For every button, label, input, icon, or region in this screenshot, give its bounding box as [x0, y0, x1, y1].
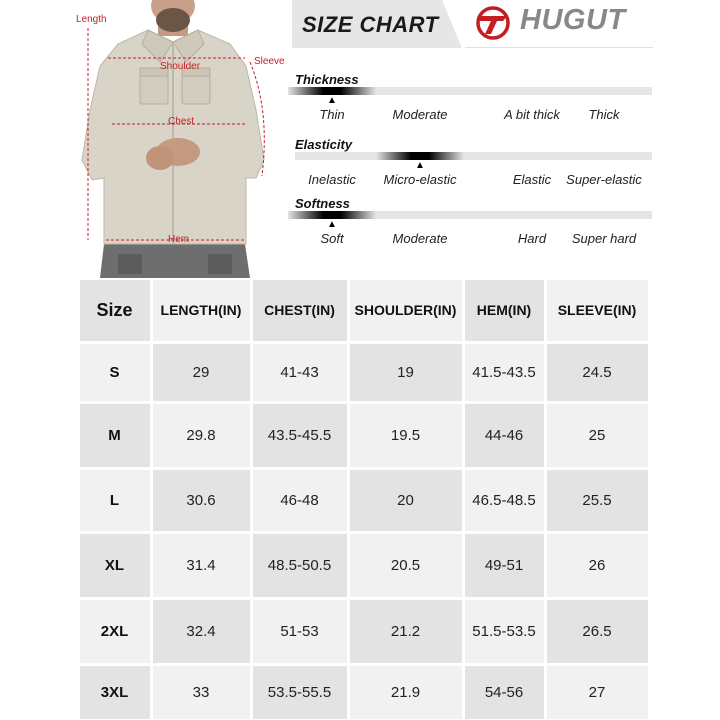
hem-label: Hem [168, 234, 190, 245]
table-cell: 49-51 [465, 534, 544, 597]
property-option: Super hard [571, 231, 637, 246]
table-cell: 27 [547, 666, 648, 719]
size-chart-title: SIZE CHART [302, 12, 439, 37]
table-header-cell: HEM(IN) [465, 280, 544, 341]
property-option: Thick [588, 107, 620, 122]
chest-label: Chest [168, 116, 195, 127]
size-table [78, 278, 649, 720]
shoulder-label: Shoulder [160, 61, 201, 72]
size-label-cell: 3XL [80, 666, 150, 719]
table-cell: 24.5 [547, 344, 648, 401]
table-cell: 26 [547, 534, 648, 597]
size-label-cell: 2XL [80, 600, 150, 663]
property-option: Micro-elastic [383, 172, 457, 187]
table-cell: 33 [153, 666, 250, 719]
property-scale-bar [295, 87, 652, 95]
selected-level-marker [376, 152, 464, 160]
table-cell: 26.5 [547, 600, 648, 663]
length-label: Length [76, 14, 107, 25]
property-option: Moderate [392, 231, 448, 246]
property-scale-bar [295, 152, 652, 160]
table-cell: 46.5-48.5 [465, 470, 544, 531]
property-option: Super-elastic [566, 172, 642, 187]
table-cell: 25 [547, 404, 648, 467]
table-cell: 41.5-43.5 [465, 344, 544, 401]
property-option: Hard [517, 231, 547, 246]
table-cell: 44-46 [465, 404, 544, 467]
property-scale-bar [295, 211, 652, 219]
table-cell: 51-53 [253, 600, 347, 663]
table-cell: 21.2 [350, 600, 462, 663]
table-cell: 41-43 [253, 344, 347, 401]
table-cell: 20 [350, 470, 462, 531]
property-option: A bit thick [504, 107, 560, 122]
triangle-up-icon: ▲ [327, 95, 337, 106]
table-cell: 20.5 [350, 534, 462, 597]
size-label-cell: XL [80, 534, 150, 597]
table-header-cell: SLEEVE(IN) [547, 280, 648, 341]
table-cell: 43.5-45.5 [253, 404, 347, 467]
property-option: Elastic [512, 172, 552, 187]
property-title-softness: Softness [295, 196, 350, 211]
table-cell: 31.4 [153, 534, 250, 597]
size-label-cell: M [80, 404, 150, 467]
product-photo [0, 0, 290, 278]
table-header-cell: CHEST(IN) [253, 280, 347, 341]
table-cell: 32.4 [153, 600, 250, 663]
selected-level-marker [288, 211, 376, 219]
triangle-up-icon: ▲ [327, 219, 337, 230]
table-cell: 19.5 [350, 404, 462, 467]
shirt-illustration [0, 0, 290, 278]
property-option: Soft [320, 231, 344, 246]
table-cell: 53.5-55.5 [253, 666, 347, 719]
size-label-cell: L [80, 470, 150, 531]
property-title-elasticity: Elasticity [295, 137, 353, 152]
table-cell: 21.9 [350, 666, 462, 719]
property-option: Moderate [392, 107, 448, 122]
table-cell: 25.5 [547, 470, 648, 531]
property-option: Thin [319, 107, 345, 122]
brand-name: HUGUT [520, 4, 626, 36]
size-label-cell: S [80, 344, 150, 401]
sleeve-label: Sleeve [254, 56, 285, 67]
table-cell: 51.5-53.5 [465, 600, 544, 663]
table-cell: 48.5-50.5 [253, 534, 347, 597]
table-cell: 46-48 [253, 470, 347, 531]
table-header-cell: LENGTH(IN) [153, 280, 250, 341]
table-cell: 19 [350, 344, 462, 401]
table-header-cell: Size [80, 280, 150, 341]
brand-underline [465, 47, 653, 48]
table-header-cell: SHOULDER(IN) [350, 280, 462, 341]
table-cell: 30.6 [153, 470, 250, 531]
table-cell: 54-56 [465, 666, 544, 719]
triangle-up-icon: ▲ [415, 160, 425, 171]
property-option: Inelastic [308, 172, 356, 187]
selected-level-marker [288, 87, 376, 95]
table-cell: 29.8 [153, 404, 250, 467]
property-title-thickness: Thickness [295, 72, 359, 87]
table-cell: 29 [153, 344, 250, 401]
